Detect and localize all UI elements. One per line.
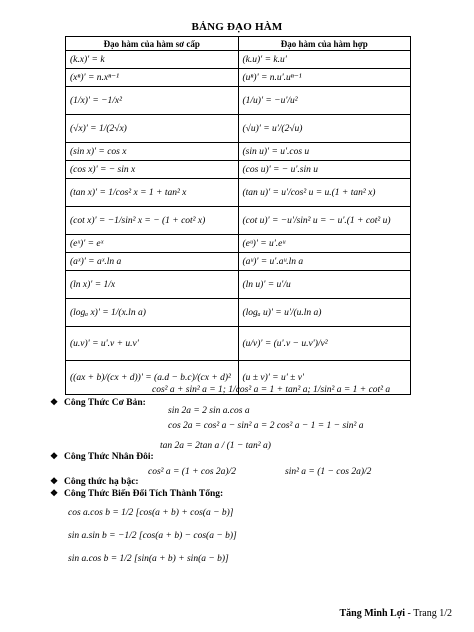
table-cell: (tan u)' = u'/cos² u = u.(1 + tan² x) xyxy=(238,179,411,207)
footer-author: Tăng Minh Lợi xyxy=(339,608,406,619)
footer-page-number: - Trang 1/2 xyxy=(405,608,452,619)
table-cell: (aˣ)' = aˣ.ln a xyxy=(66,253,239,271)
table-cell: (xⁿ)' = n.xⁿ⁻¹ xyxy=(66,69,239,87)
table-cell: (ln u)' = u'/u xyxy=(238,271,411,299)
table-cell: (eᵘ)' = u'.eᵘ xyxy=(238,235,411,253)
section-double-label: Công Thức Nhân Đôi: xyxy=(64,452,154,462)
diamond-bullet-icon: ❖ xyxy=(50,488,59,498)
section-product-to-sum xyxy=(50,488,223,499)
formula-cos-squared: cos² a = (1 + cos 2a)/2 xyxy=(148,467,236,477)
table-row xyxy=(66,327,411,361)
diamond-bullet-icon: ❖ xyxy=(50,397,59,407)
table-row xyxy=(66,115,411,143)
section-product-label: Công Thức Biến Đổi Tích Thành Tổng: xyxy=(64,489,224,499)
table-row xyxy=(66,207,411,235)
formula-tan-double: tan 2a = 2tan a / (1 − tan² a) xyxy=(160,441,271,451)
table-cell: (sin u)' = u'.cos u xyxy=(238,143,411,161)
column-header-elementary: Đạo hàm của hàm sơ cấp xyxy=(66,37,239,51)
table-cell: (sin x)' = cos x xyxy=(66,143,239,161)
formula-basic-identities: cos² a + sin² a = 1; 1/cos² a = 1 + tan² a; 1/sin² a = 1 + cot² a xyxy=(152,385,391,395)
table-row xyxy=(66,143,411,161)
table-cell: ((ax + b)/(cx + d))' = (a.d − b.c)/(cx + d)² xyxy=(66,361,239,395)
table-row xyxy=(66,253,411,271)
derivative-table xyxy=(65,36,411,395)
page-footer xyxy=(339,608,452,619)
formula-sin-sin: sin a.sin b = −1/2 [cos(a + b) − cos(a − b)] xyxy=(68,531,237,541)
section-double xyxy=(50,451,154,462)
table-cell: (tan x)' = 1/cos² x = 1 + tan² x xyxy=(66,179,239,207)
formula-sin-double: sin 2a = 2 sin a.cos a xyxy=(168,406,250,416)
table-cell: (cos u)' = − u'.sin u xyxy=(238,161,411,179)
table-row xyxy=(66,51,411,69)
diamond-bullet-icon: ❖ xyxy=(50,476,59,486)
formula-sin-squared: sin² a = (1 − cos 2a)/2 xyxy=(285,467,372,477)
table-cell: (aᵘ)' = u'.aᵘ.ln a xyxy=(238,253,411,271)
column-header-composite: Đạo hàm của hàm hợp xyxy=(238,37,411,51)
section-basic-label: Công Thức Cơ Bản: xyxy=(64,398,146,408)
table-cell: (k.x)' = k xyxy=(66,51,239,69)
table-cell: (logₐ u)' = u'/(u.ln a) xyxy=(238,299,411,327)
table-cell: (uⁿ)' = n.u'.uⁿ⁻¹ xyxy=(238,69,411,87)
table-cell: (eˣ)' = eˣ xyxy=(66,235,239,253)
table-cell: (cot u)' = −u'/sin² u = − u'.(1 + cot² u) xyxy=(238,207,411,235)
formula-sin-cos: sin a.cos b = 1/2 [sin(a + b) + sin(a − b)] xyxy=(68,554,229,564)
table-row xyxy=(66,271,411,299)
section-power-label: Công thức hạ bậc: xyxy=(64,477,139,487)
table-row xyxy=(66,235,411,253)
section-basic xyxy=(50,397,146,408)
table-cell: (1/x)' = −1/x² xyxy=(66,87,239,115)
table-cell: (u.v)' = u'.v + u.v' xyxy=(66,327,239,361)
table-cell: (k.u)' = k.u' xyxy=(238,51,411,69)
table-row xyxy=(66,161,411,179)
table-header-row xyxy=(66,37,411,51)
table-row xyxy=(66,87,411,115)
table-cell: (√x)' = 1/(2√x) xyxy=(66,115,239,143)
section-power-reduction xyxy=(50,476,139,487)
table-row xyxy=(66,69,411,87)
formula-cos-double: cos 2a = cos² a − sin² a = 2 cos² a − 1 = 1 − sin² a xyxy=(168,421,364,431)
table-row xyxy=(66,179,411,207)
table-cell: (cos x)' = − sin x xyxy=(66,161,239,179)
table-cell: (u ± v)' = u' ± v' xyxy=(238,361,411,395)
page-title: BẢNG ĐẠO HÀM xyxy=(191,21,283,33)
table-cell: (logₐ x)' = 1/(x.ln a) xyxy=(66,299,239,327)
table-cell: (1/u)' = −u'/u² xyxy=(238,87,411,115)
formula-cos-cos: cos a.cos b = 1/2 [cos(a + b) + cos(a − b)] xyxy=(68,508,234,518)
table-row xyxy=(66,299,411,327)
table-cell: (cot x)' = −1/sin² x = − (1 + cot² x) xyxy=(66,207,239,235)
table-cell: (√u)' = u'/(2√u) xyxy=(238,115,411,143)
table-cell: (ln x)' = 1/x xyxy=(66,271,239,299)
table-cell: (u/v)' = (u'.v − u.v')/v² xyxy=(238,327,411,361)
diamond-bullet-icon: ❖ xyxy=(50,451,59,461)
